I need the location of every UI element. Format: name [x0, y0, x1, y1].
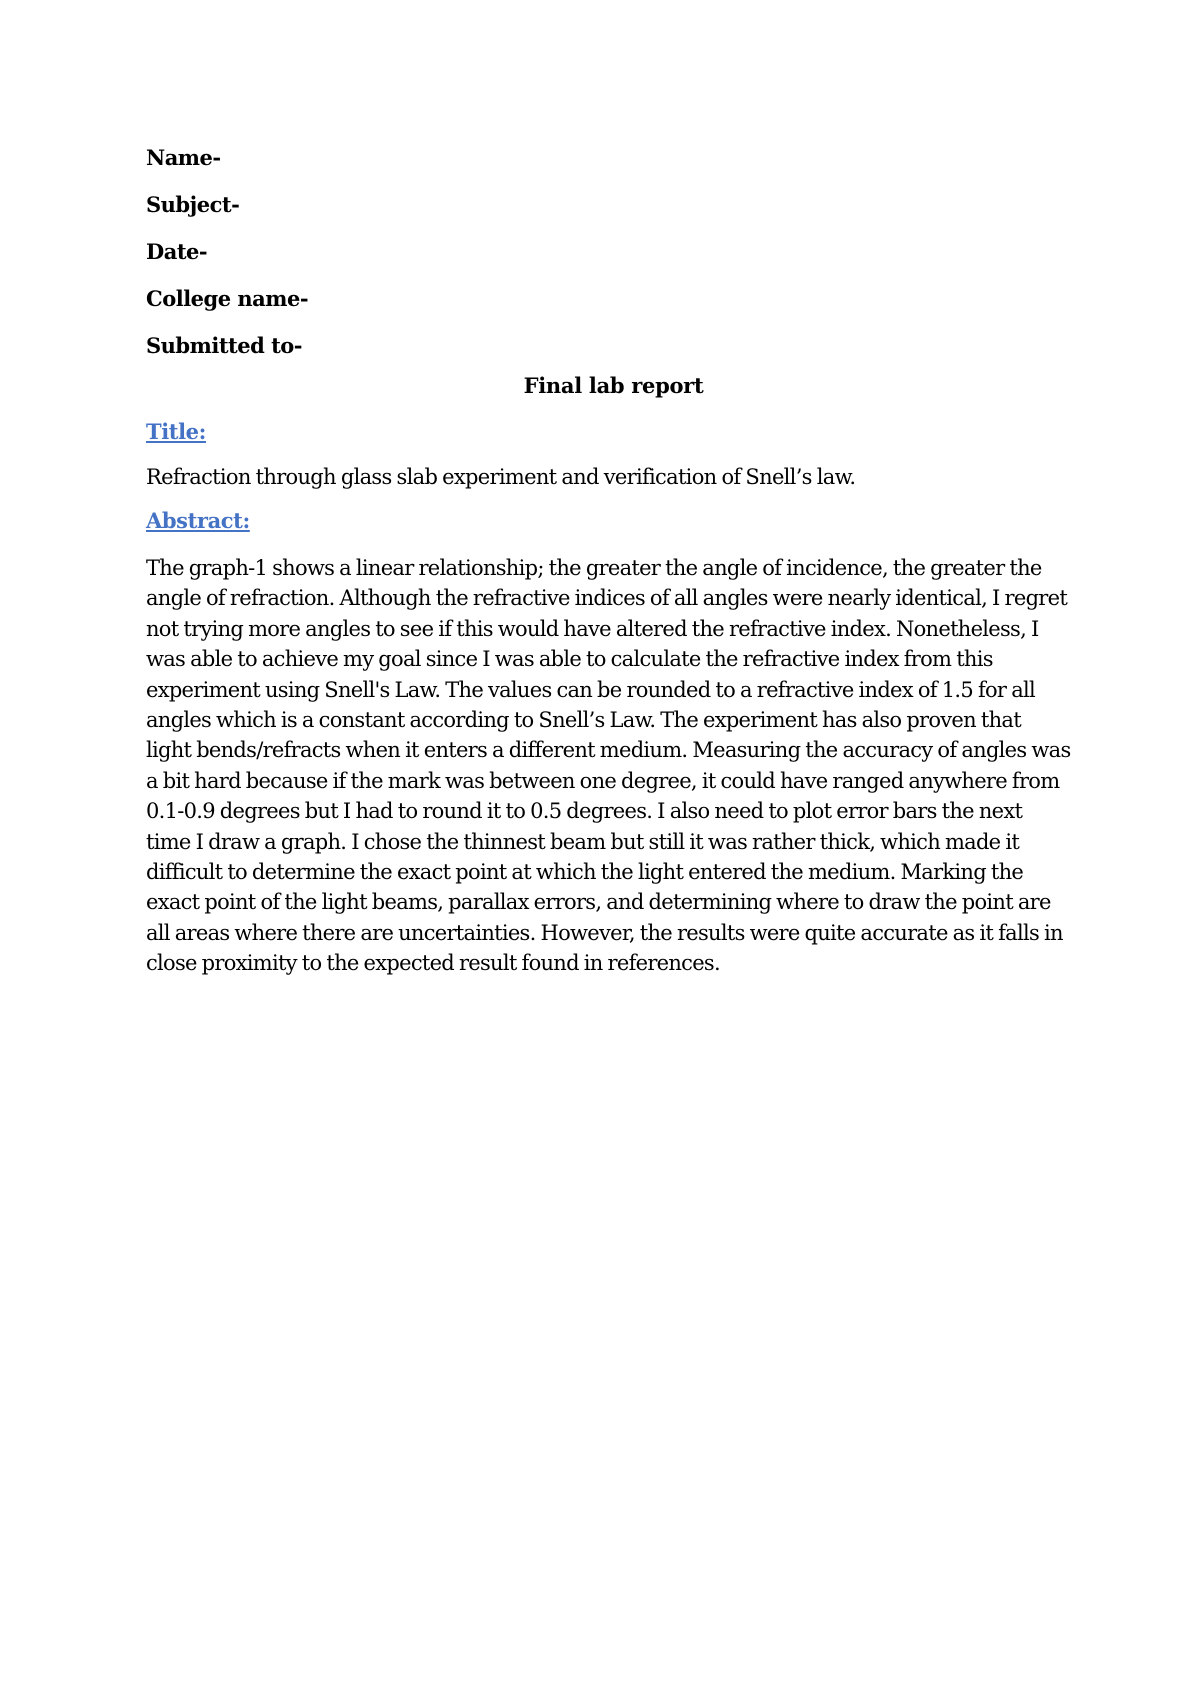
abstract-text: The graph-1 shows a linear relationship; the greater the angle of incidence, the greater the angle of refraction. Although the refractive indices of all angles were nearly identical, I regret not trying more angles to see if this would have altered the refractive index. Nonetheless, I was able to achieve my goal since I was able to calculate the refractive index from this experiment using Snell's Law. The values can be rounded to a refractive index of 1.5 for all angles which is a constant according to Snell’s Law. The experiment has also proven that light bends/refracts when it enters a different medium. Measuring the accuracy of angles was a bit hard because if the mark was between one degree, it could have ranged anywhere from 0.1-0.9 degrees but I had to round it to 0.5 degrees. I also need to plot error bars the next time I draw a graph. I chose the thinnest beam but still it was rather thick, which made it difficult to determine the exact point at which the light entered the medium. Marking the exact point of the light beams, parallax errors, and determining where to draw the point are all areas where there are uncertainties. However, the results were quite accurate as it falls in close proximity to the expected result found in references. [146, 556, 1071, 976]
document-title: Final lab report [523, 373, 704, 398]
abstract-heading: Abstract: [146, 508, 250, 533]
name-field: Name- [146, 145, 221, 170]
title-text: Refraction through glass slab experiment and verification of Snell’s law. [146, 465, 856, 489]
title-heading: Title: [146, 419, 206, 444]
college-name-field: College name- [146, 286, 309, 311]
submitted-to-field: Submitted to- [146, 333, 302, 358]
document-body [146, 145, 1071, 979]
date-field: Date- [146, 239, 208, 264]
subject-field: Subject- [146, 192, 240, 217]
